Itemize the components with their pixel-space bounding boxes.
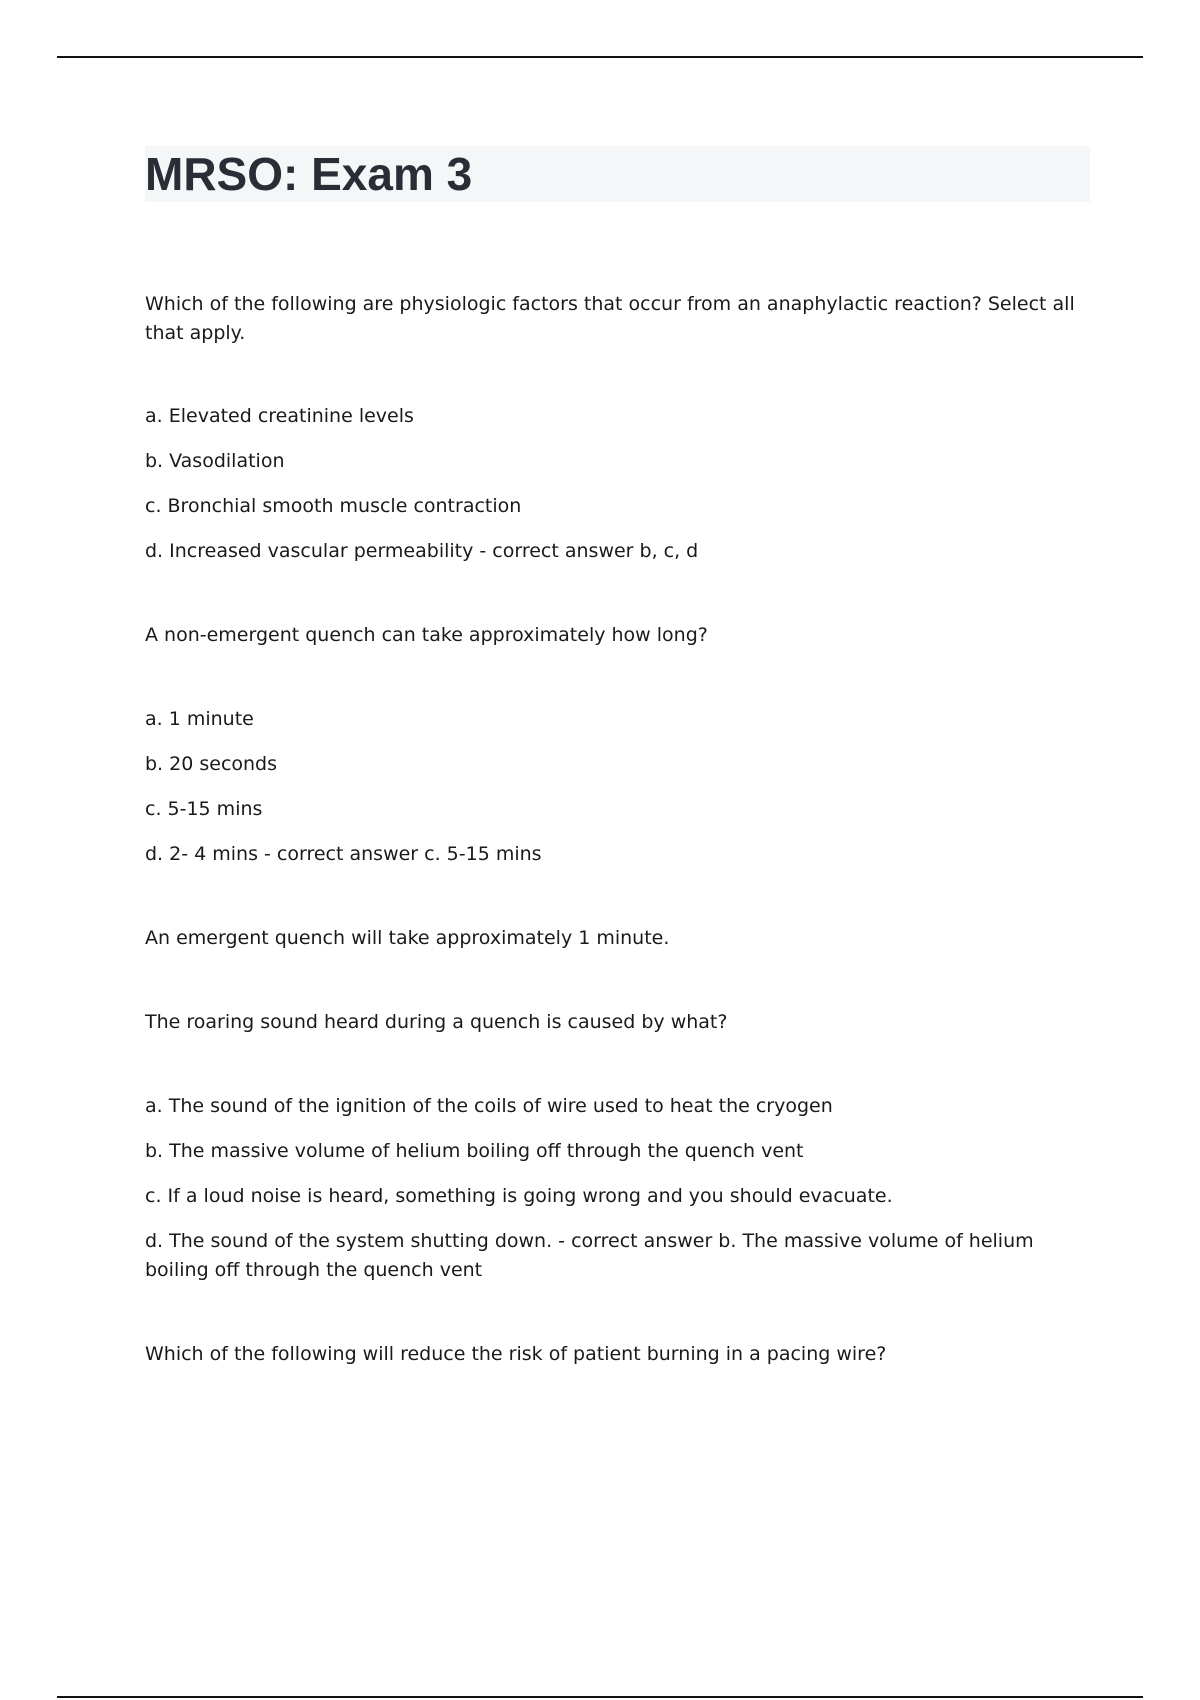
question-block-2 — [145, 621, 1090, 869]
question-block-4 — [145, 1340, 1090, 1369]
question-block-1 — [145, 290, 1090, 566]
document-content — [145, 290, 1090, 1369]
option-d-answer: d. 2- 4 mins - correct answer c. 5-15 mins — [145, 843, 542, 865]
option-a: a. 1 minute — [145, 708, 254, 730]
question-text: A non-emergent quench can take approximately how long? — [145, 624, 708, 646]
option-b: b. Vasodilation — [145, 450, 285, 472]
question-text: Which of the following will reduce the risk of patient burning in a pacing wire? — [145, 1343, 887, 1365]
option-a: a. Elevated creatinine levels — [145, 405, 414, 427]
question-text: The roaring sound heard during a quench is caused by what? — [145, 1011, 728, 1033]
option-c: c. Bronchial smooth muscle contraction — [145, 495, 522, 517]
bottom-rule — [57, 1696, 1143, 1698]
option-c: c. If a loud noise is heard, something is going wrong and you should evacuate. — [145, 1185, 893, 1207]
option-c: c. 5-15 mins — [145, 798, 263, 820]
option-b: b. 20 seconds — [145, 753, 278, 775]
document-title: MRSO: Exam 3 — [145, 148, 473, 200]
top-rule — [57, 56, 1143, 58]
option-d-answer: d. The sound of the system shutting down. - correct answer b. The massive volume of helium boiling off through the quench vent — [145, 1230, 1034, 1281]
question-text: Which of the following are physiologic factors that occur from an anaphylactic reaction? Select all that apply. — [145, 293, 1075, 344]
statement-block — [145, 924, 1090, 953]
option-a: a. The sound of the ignition of the coils of wire used to heat the cryogen — [145, 1095, 833, 1117]
statement-text: An emergent quench will take approximately 1 minute. — [145, 927, 670, 949]
option-d-answer: d. Increased vascular permeability - correct answer b, c, d — [145, 540, 699, 562]
question-block-3 — [145, 1008, 1090, 1285]
option-b: b. The massive volume of helium boiling off through the quench vent — [145, 1140, 804, 1162]
